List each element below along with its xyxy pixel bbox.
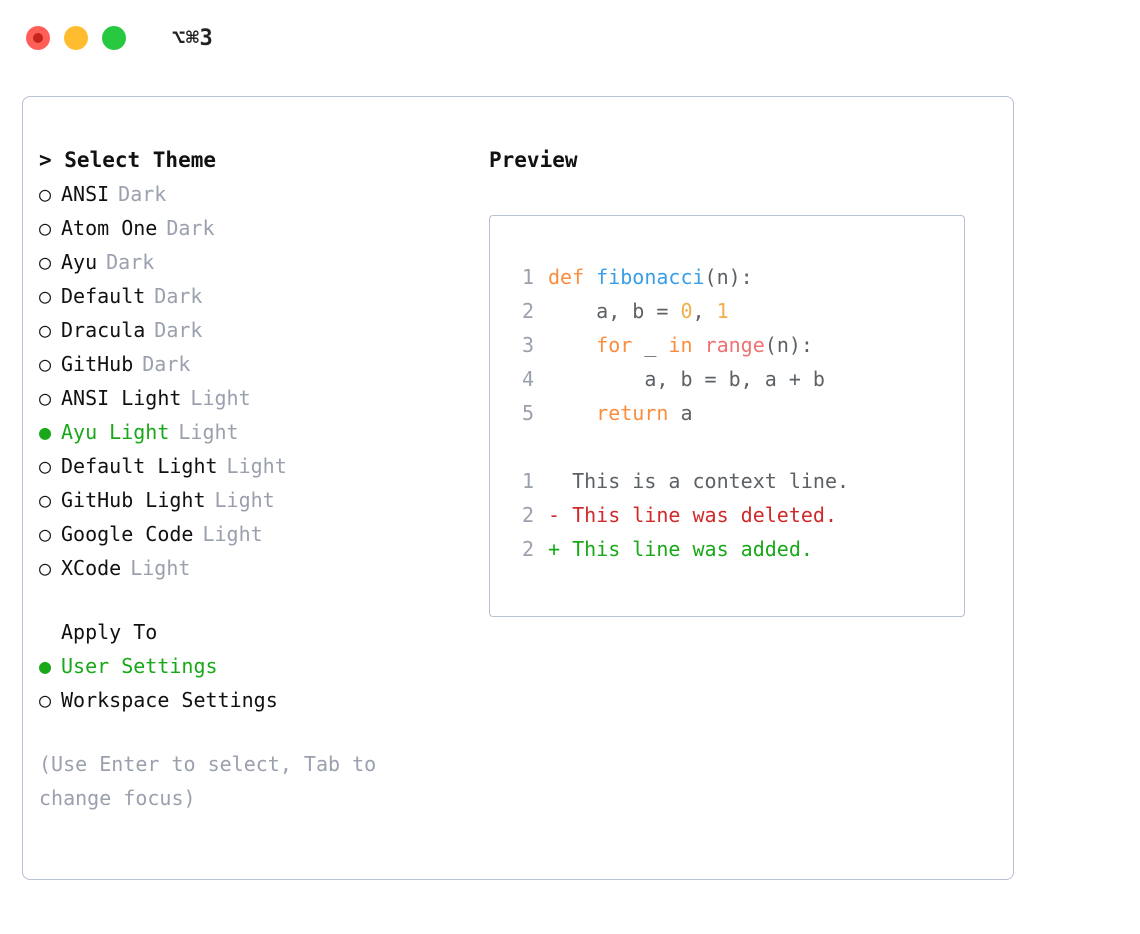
theme-label: Google Code <box>61 522 194 546</box>
radio-icon: ○ <box>39 284 52 308</box>
line-number: 3 <box>521 333 534 357</box>
theme-tag: Light <box>130 556 191 580</box>
code-token: 1 <box>716 299 729 323</box>
code-line <box>508 396 964 430</box>
code-token: a <box>668 401 693 425</box>
close-button-icon[interactable] <box>26 26 50 50</box>
theme-option[interactable] <box>39 483 489 517</box>
code-token: a, b = b, a + b <box>548 367 825 391</box>
theme-option[interactable] <box>39 381 489 415</box>
diff-sign: + <box>548 537 561 561</box>
code-line <box>508 294 964 328</box>
code-token: (n): <box>764 333 813 357</box>
line-number: 2 <box>521 503 534 527</box>
theme-label: GitHub Light <box>61 488 206 512</box>
code-token <box>548 401 596 425</box>
zoom-button-icon[interactable] <box>102 26 126 50</box>
minimize-button-icon[interactable] <box>64 26 88 50</box>
radio-icon: ○ <box>39 688 52 712</box>
radio-icon: ○ <box>39 454 52 478</box>
apply-to-option-workspace-settings[interactable] <box>39 683 489 717</box>
theme-option[interactable] <box>39 551 489 585</box>
apply-to-label: User Settings <box>61 654 218 678</box>
code-token: range <box>704 333 765 357</box>
theme-label: XCode <box>61 556 122 580</box>
theme-tag: Dark <box>154 284 203 308</box>
apply-to-heading: Apply To <box>61 620 158 644</box>
theme-option[interactable] <box>39 449 489 483</box>
code-token: , <box>692 299 717 323</box>
code-line <box>508 328 964 362</box>
theme-option[interactable] <box>39 279 489 313</box>
apply-to-list[interactable] <box>39 649 489 717</box>
keyboard-hint: (Use Enter to select, Tab to change focus) <box>39 752 389 810</box>
code-token <box>693 333 705 357</box>
code-token <box>548 333 596 357</box>
code-token: a, b = <box>548 299 681 323</box>
code-token: in <box>668 333 693 357</box>
theme-label: Dracula <box>61 318 146 342</box>
theme-option[interactable] <box>39 517 489 551</box>
code-token: (n): <box>704 265 753 289</box>
theme-tag: Dark <box>106 250 155 274</box>
code-token: for <box>596 333 633 357</box>
window-title: ⌥⌘3 <box>172 25 214 51</box>
theme-label: Ayu <box>61 250 98 274</box>
theme-label: Ayu Light <box>61 420 170 444</box>
line-number: 1 <box>521 265 534 289</box>
theme-tag: Light <box>178 420 239 444</box>
line-number: 4 <box>521 367 534 391</box>
theme-option-selected[interactable] <box>39 415 489 449</box>
line-number: 5 <box>521 401 534 425</box>
theme-option[interactable] <box>39 313 489 347</box>
diff-text: This line was added. <box>560 537 813 561</box>
diff-line-added <box>508 532 964 566</box>
radio-icon: ○ <box>39 318 52 342</box>
apply-to-option-user-settings[interactable] <box>39 649 489 683</box>
theme-tag: Dark <box>118 182 167 206</box>
theme-label: GitHub <box>61 352 134 376</box>
theme-tag: Light <box>226 454 287 478</box>
window-controls <box>26 26 126 50</box>
code-token: def <box>548 265 597 289</box>
diff-text: This is a context line. <box>560 469 850 493</box>
radio-icon-selected: ● <box>39 654 52 678</box>
main-panel <box>22 96 1014 880</box>
code-line <box>508 260 964 294</box>
line-number: 1 <box>521 469 534 493</box>
code-token: _ <box>632 333 669 357</box>
code-token: fibonacci <box>596 265 705 289</box>
radio-icon: ○ <box>39 556 52 580</box>
diff-line-context <box>508 464 964 498</box>
select-theme-heading: > Select Theme <box>39 148 217 172</box>
theme-option[interactable] <box>39 347 489 381</box>
radio-icon: ○ <box>39 182 52 206</box>
theme-option[interactable] <box>39 211 489 245</box>
radio-icon: ○ <box>39 488 52 512</box>
diff-sign: - <box>548 503 561 527</box>
diff-text: This line was deleted. <box>560 503 837 527</box>
diff-sign <box>548 469 560 493</box>
diff-line-deleted <box>508 498 964 532</box>
radio-icon: ○ <box>39 250 52 274</box>
theme-label: Atom One <box>61 216 158 240</box>
theme-tag: Dark <box>154 318 203 342</box>
radio-icon: ○ <box>39 386 52 410</box>
preview-box <box>489 215 965 617</box>
preview-heading: Preview <box>489 148 578 172</box>
radio-icon: ○ <box>39 352 52 376</box>
code-token: return <box>596 401 669 425</box>
theme-tag: Light <box>214 488 275 512</box>
preview-column <box>489 143 989 815</box>
theme-list[interactable] <box>39 177 489 585</box>
radio-icon: ○ <box>39 216 52 240</box>
spacer <box>508 430 964 464</box>
theme-option[interactable] <box>39 177 489 211</box>
radio-icon: ○ <box>39 522 52 546</box>
theme-selection-column <box>39 143 489 815</box>
theme-tag: Light <box>202 522 263 546</box>
radio-icon-selected: ● <box>39 420 52 444</box>
line-number: 2 <box>521 537 534 561</box>
theme-label: Default Light <box>61 454 218 478</box>
title-bar <box>0 0 1140 76</box>
theme-option[interactable] <box>39 245 489 279</box>
theme-tag: Dark <box>142 352 191 376</box>
code-line <box>508 362 964 396</box>
apply-to-label: Workspace Settings <box>61 688 278 712</box>
theme-tag: Dark <box>166 216 215 240</box>
code-token: 0 <box>680 299 693 323</box>
line-number: 2 <box>521 299 534 323</box>
theme-label: ANSI Light <box>61 386 182 410</box>
theme-label: Default <box>61 284 146 308</box>
theme-label: ANSI <box>61 182 110 206</box>
theme-tag: Light <box>190 386 251 410</box>
